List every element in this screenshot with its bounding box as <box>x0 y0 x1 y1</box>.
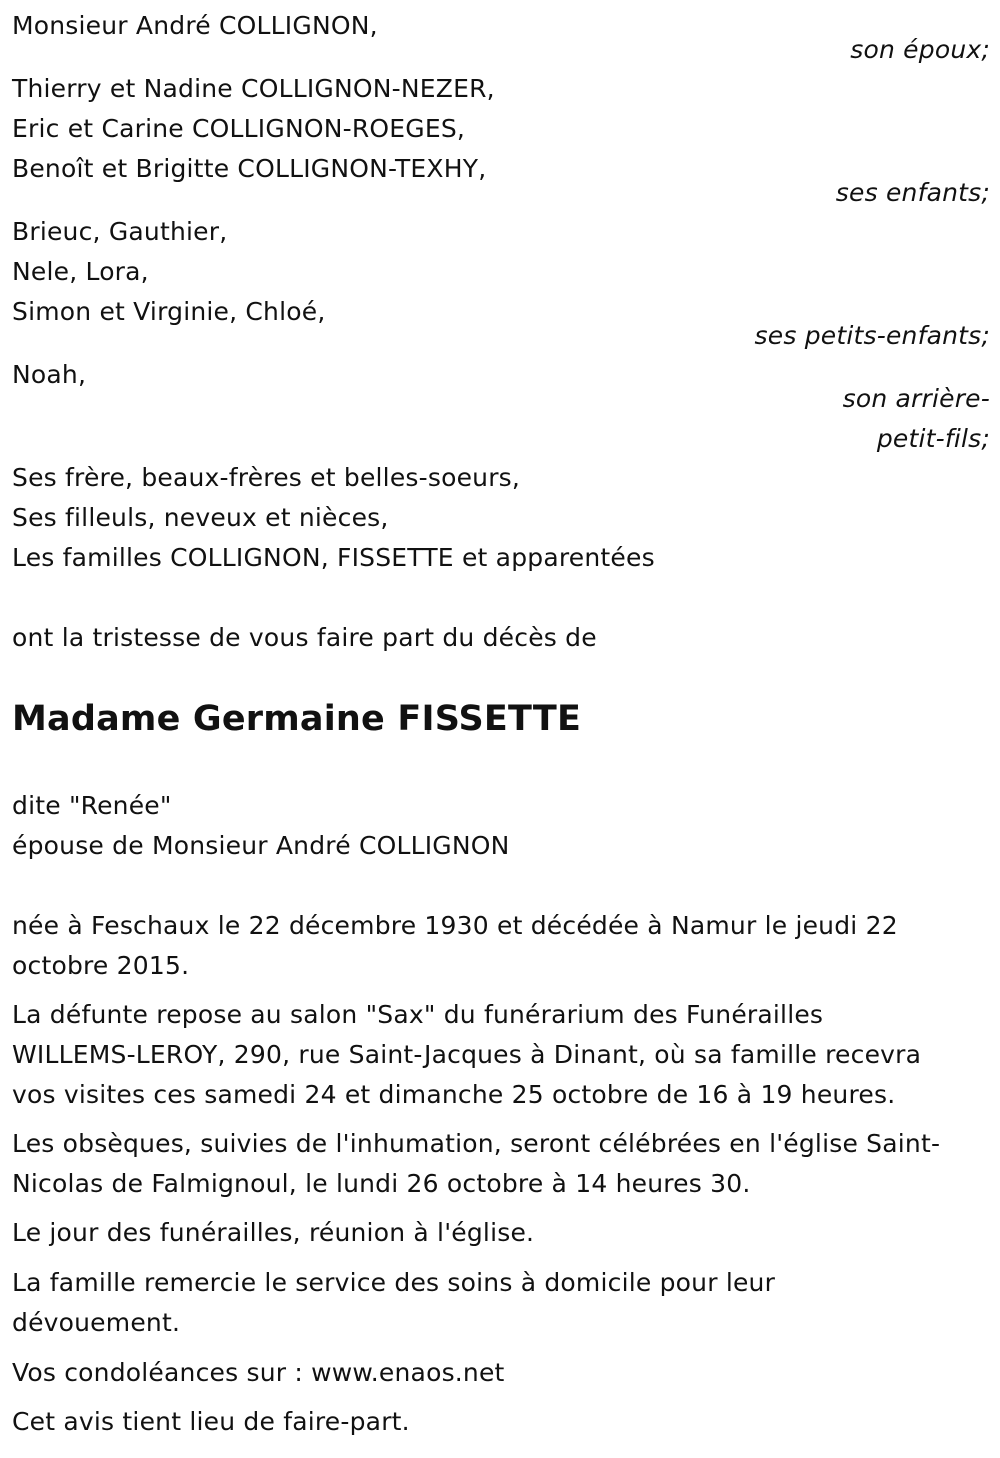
visitation-text: La défunte repose au salon "Sax" du funérarium des Funérailles <box>12 1000 824 1029</box>
announcement-text: ont la tristesse de vous faire part du décès de <box>12 623 597 652</box>
extended-family-line: Ses filleuls, neveux et nièces, <box>12 503 389 532</box>
grandchildren-role: ses petits-enfants; <box>754 321 990 350</box>
deceased-spouse: épouse de Monsieur André COLLIGNON <box>12 831 510 860</box>
funeral-text: Nicolas de Falmignoul, le lundi 26 octobre à 14 heures 30. <box>12 1169 751 1198</box>
child-line: Eric et Carine COLLIGNON-ROEGES, <box>12 114 466 143</box>
visitation-text: vos visites ces samedi 24 et dimanche 25 octobre de 16 à 19 heures. <box>12 1080 896 1109</box>
children-role: ses enfants; <box>835 178 990 207</box>
grandchild-line: Simon et Virginie, Chloé, <box>12 297 326 326</box>
grandchild-line: Nele, Lora, <box>12 257 149 286</box>
condolences-text: Vos condoléances sur : www.enaos.net <box>12 1358 505 1387</box>
great-grandchild-role: petit-fils; <box>876 424 990 453</box>
deceased-nickname: dite "Renée" <box>12 791 172 820</box>
grandchild-line: Brieuc, Gauthier, <box>12 217 228 246</box>
husband-name: Monsieur André COLLIGNON, <box>12 11 378 40</box>
extended-family-line: Les familles COLLIGNON, FISSETTE et apparentées <box>12 543 655 572</box>
extended-family-line: Ses frère, beaux-frères et belles-soeurs, <box>12 463 521 492</box>
child-line: Thierry et Nadine COLLIGNON-NEZER, <box>12 74 495 103</box>
great-grandchild-role: son arrière- <box>842 384 990 413</box>
thanks-text: La famille remercie le service des soins à domicile pour leur <box>12 1268 776 1297</box>
thanks-text: dévouement. <box>12 1308 181 1337</box>
husband-role: son époux; <box>850 35 990 64</box>
birth-death-text: née à Feschaux le 22 décembre 1930 et décédée à Namur le jeudi 22 <box>12 911 898 940</box>
visitation-text: WILLEMS-LEROY, 290, rue Saint-Jacques à Dinant, où sa famille recevra <box>12 1040 922 1069</box>
great-grandchild-name: Noah, <box>12 360 87 389</box>
notice-text: Cet avis tient lieu de faire-part. <box>12 1407 410 1436</box>
meeting-text: Le jour des funérailles, réunion à l'église. <box>12 1218 535 1247</box>
birth-death-text: octobre 2015. <box>12 951 190 980</box>
deceased-name: Madame Germaine FISSETTE <box>12 699 582 739</box>
child-line: Benoît et Brigitte COLLIGNON-TEXHY, <box>12 154 487 183</box>
funeral-text: Les obsèques, suivies de l'inhumation, seront célébrées en l'église Saint- <box>12 1129 941 1158</box>
